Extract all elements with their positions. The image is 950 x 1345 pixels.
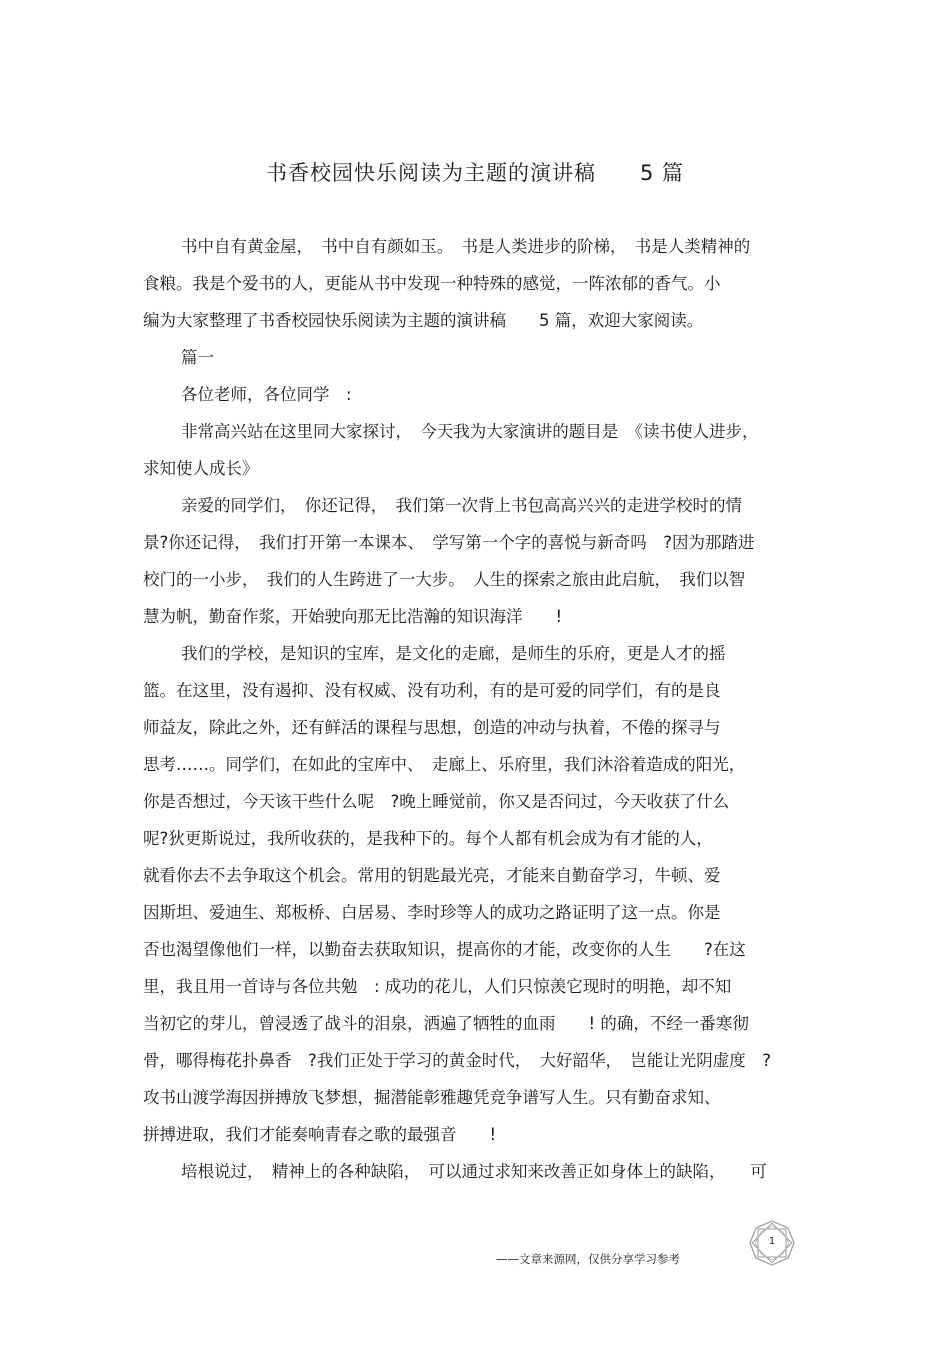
text-line: 思考……。同学们，在如此的宝库中、 走廊上、乐府里，我们沐浴着造成的阳光， <box>143 755 746 774</box>
text-line: 求知使人成长》 <box>143 459 259 478</box>
text-line: 篮。在这里，没有遏抑、没有权威、没有功利，有的是可爱的同学们，有的是良 <box>143 681 721 700</box>
text-line: 因斯坦、爱迪生、郑板桥、白居易、李时珍等人的成功之路证明了这一点。你是 <box>143 903 721 922</box>
text-line: 骨，哪得梅花扑鼻香 ?我们正处于学习的黄金时代， 大好韶华， 岂能让光阴虚度 ? <box>143 1051 772 1070</box>
text-line: 食粮。我是个爱书的人，更能从书中发现一种特殊的感觉，一阵浓郁的香气。小 <box>143 274 721 293</box>
text-line: 你是否想过，今天该干些什么呢 ?晚上睡觉前，你又是否问过，今天收获了什么 <box>143 792 730 811</box>
text-line: 我们的学校，是知识的宝库，是文化的走廊，是师生的乐府，更是人才的摇 <box>181 644 726 663</box>
text-line: 培根说过， 精神上的各种缺陷， 可以通过求知来改善正如身体上的缺陷， 可 <box>181 1162 767 1181</box>
text-line: 景?你还记得， 我们打开第一本课本、 学写第一个字的喜悦与新奇吗 ?因为那踏进 <box>143 533 755 552</box>
text-line: 当初它的芽儿，曾浸透了战斗的泪泉，洒遍了牺牲的血雨 ! 的确，不经一番寒彻 <box>143 1014 749 1033</box>
document-title: 书香校园快乐阅读为主题的演讲稿 5 篇 <box>265 161 685 185</box>
text-line: 校门的一小步， 我们的人生跨进了一大步。 人生的探索之旅由此启航， 我们以智 <box>143 570 746 589</box>
text-line: 篇一 <box>181 348 214 367</box>
footer-source-note: ——文章来源网，仅供分享学习参考 <box>496 1252 680 1266</box>
text-line: 攻书山渡学海因拼搏放飞梦想，掘潜能彰雅趣凭竞争谱写人生。只有勤奋求知、 <box>143 1088 721 1107</box>
text-line: 呢?狄更斯说过，我所收获的，是我种下的。每个人都有机会成为有才能的人， <box>143 829 713 848</box>
text-line: 慧为帆，勤奋作浆，开始驶向那无比浩瀚的知识海洋 ! <box>143 607 563 626</box>
text-line: 各位老师，各位同学 : <box>181 385 352 404</box>
text-line: 亲爱的同学们， 你还记得， 我们第一次背上书包高高兴兴的走进学校时的情 <box>181 496 742 515</box>
text-line: 里，我且用一首诗与各位共勉 : 成功的花儿，人们只惊羡它现时的明艳，却不知 <box>143 977 732 996</box>
text-line: 否也渴望像他们一样，以勤奋去获取知识，提高你的才能，改变你的人生 ?在这 <box>143 940 746 959</box>
text-line: 书中自有黄金屋， 书中自有颜如玉。 书是人类进步的阶梯， 书是人类精神的 <box>181 237 751 256</box>
text-line: 拼搏进取，我们才能奏响青春之歌的最强音 ! <box>143 1125 497 1144</box>
document-body <box>143 228 823 1190</box>
text-line: 就看你去不去争取这个机会。常用的钥匙最光亮，才能来自勤奋学习，牛顿、爱 <box>143 866 721 885</box>
text-line: 编为大家整理了书香校园快乐阅读为主题的演讲稿 5 篇，欢迎大家阅读。 <box>143 311 704 330</box>
text-line: 师益友，除此之外，还有鲜活的课程与思想，创造的冲动与执着，不倦的探寻与 <box>143 718 721 737</box>
page-number: 1 <box>768 1236 776 1247</box>
text-line: 非常高兴站在这里同大家探讨， 今天我为大家演讲的题目是 《读书使人进步， <box>181 422 759 441</box>
